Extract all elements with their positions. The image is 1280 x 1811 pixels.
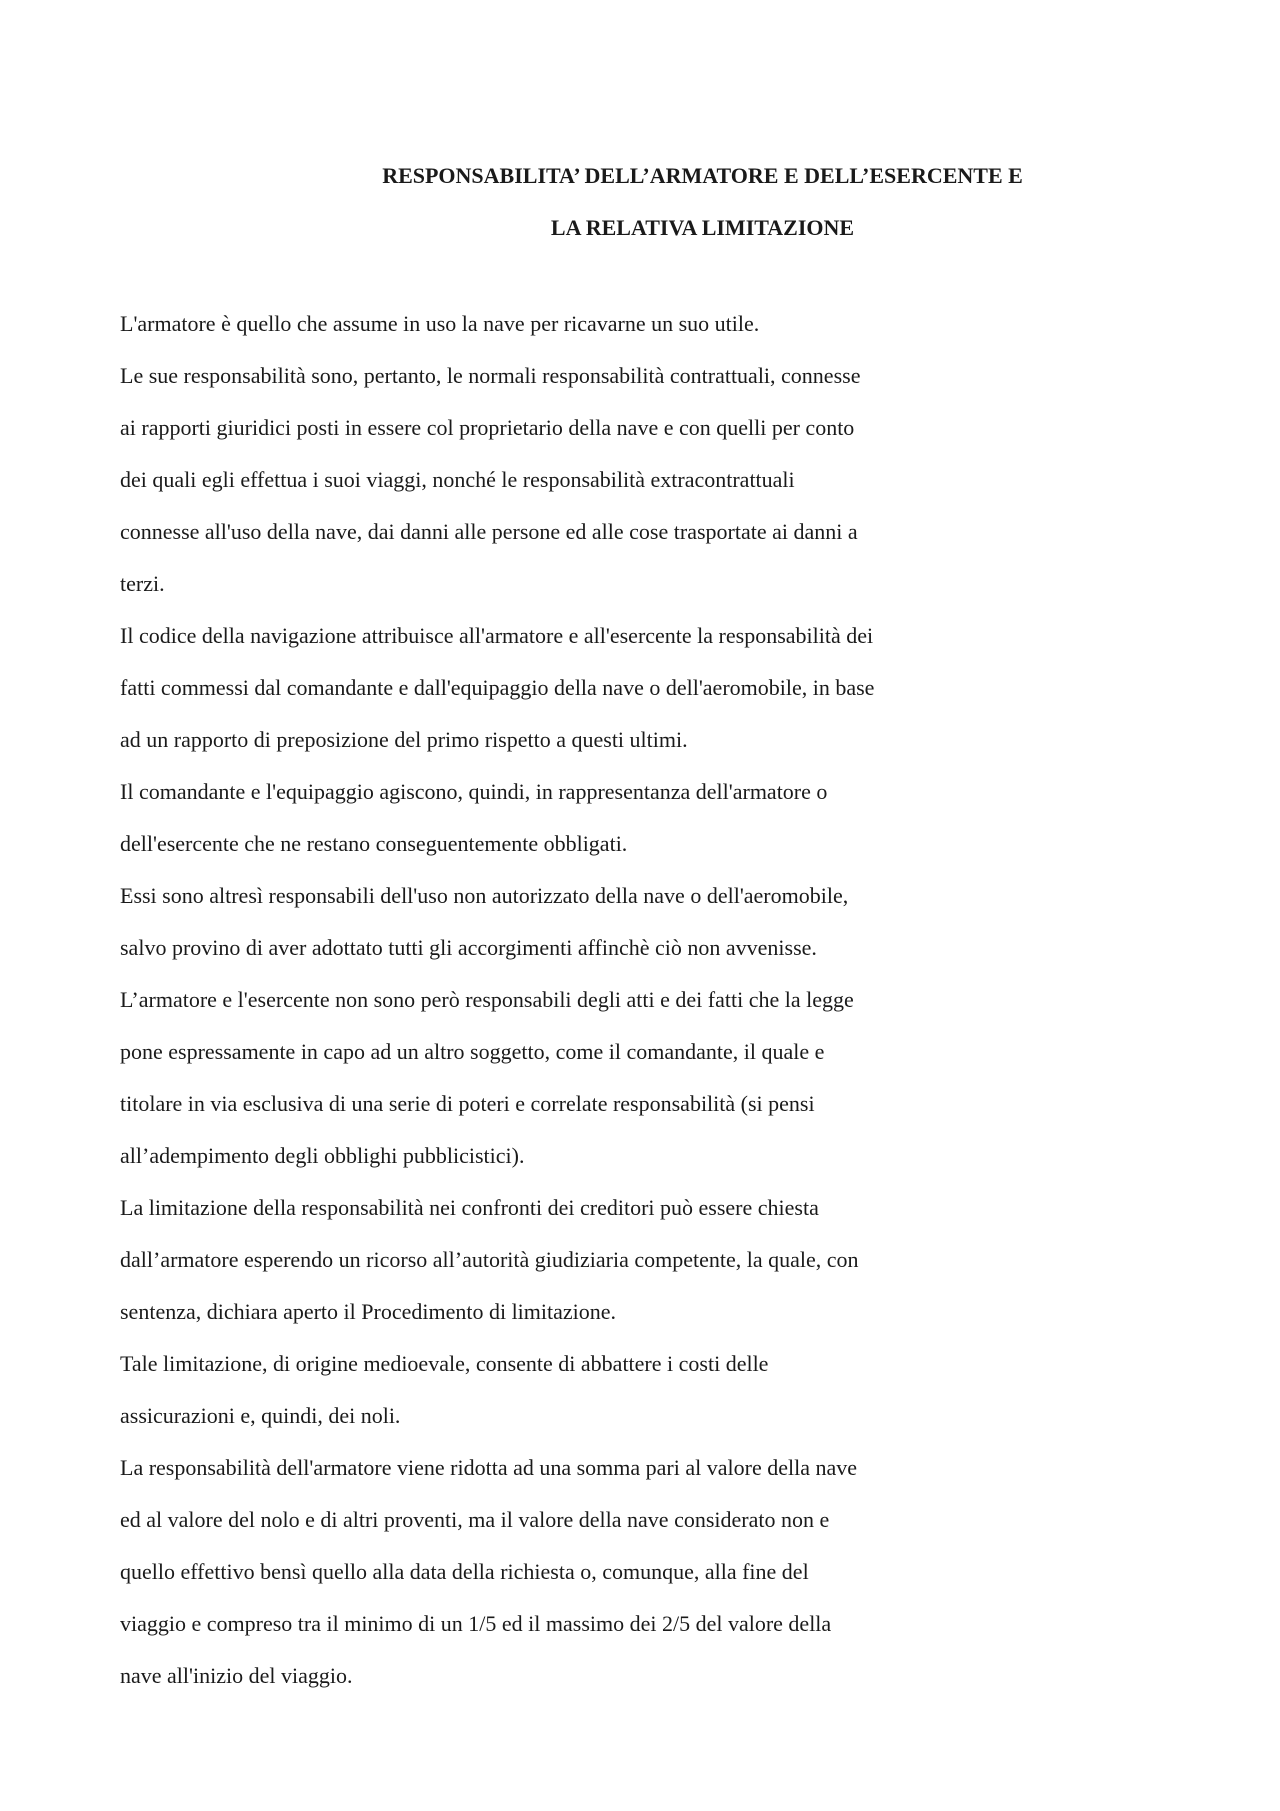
document-title <box>0 150 1280 254</box>
text-line: dei quali egli effettua i suoi viaggi, nonché le responsabilità extracontrattuali <box>120 467 795 492</box>
text-line: titolare in via esclusiva di una serie di poteri e correlate responsabilità (si pensi <box>120 1091 815 1116</box>
text-line: pone espressamente in capo ad un altro soggetto, come il comandante, il quale e <box>120 1039 825 1064</box>
text-line: sentenza, dichiara aperto il Procedimento di limitazione. <box>120 1299 617 1324</box>
text-line: ai rapporti giuridici posti in essere col proprietario della nave e con quelli per conto <box>120 415 855 440</box>
text-line: salvo provino di aver adottato tutti gli accorgimenti affinchè ciò non avvenisse. <box>120 935 817 960</box>
text-line: La responsabilità dell'armatore viene ridotta ad una somma pari al valore della nave <box>120 1455 857 1480</box>
text-line: connesse all'uso della nave, dai danni alle persone ed alle cose trasportate ai danni a <box>120 519 858 544</box>
text-line: Il codice della navigazione attribuisce all'armatore e all'esercente la responsabilità dei <box>120 623 874 648</box>
text-line: dall’armatore esperendo un ricorso all’autorità giudiziaria competente, la quale, con <box>120 1247 859 1272</box>
text-line: L’armatore e l'esercente non sono però responsabili degli atti e dei fatti che la legge <box>120 987 854 1012</box>
text-line: L'armatore è quello che assume in uso la nave per ricavarne un suo utile. <box>120 311 760 336</box>
text-line: nave all'inizio del viaggio. <box>120 1663 353 1688</box>
text-line: all’adempimento degli obblighi pubblicistici). <box>120 1143 525 1168</box>
text-line: viaggio e compreso tra il minimo di un 1/5 ed il massimo dei 2/5 del valore della <box>120 1611 832 1636</box>
document-body <box>120 298 1180 1702</box>
text-line: terzi. <box>120 571 165 596</box>
text-line: Tale limitazione, di origine medioevale, consente di abbattere i costi delle <box>120 1351 769 1376</box>
title-line-2: LA RELATIVA LIMITAZIONE <box>550 215 855 240</box>
text-line: Le sue responsabilità sono, pertanto, le normali responsabilità contrattuali, connesse <box>120 363 861 388</box>
text-line: Essi sono altresì responsabili dell'uso non autorizzato della nave o dell'aeromobile, <box>120 883 849 908</box>
text-line: ed al valore del nolo e di altri proventi, ma il valore della nave considerato non e <box>120 1507 830 1532</box>
text-line: dell'esercente che ne restano conseguentemente obbligati. <box>120 831 628 856</box>
text-line: quello effettivo bensì quello alla data della richiesta o, comunque, alla fine del <box>120 1559 809 1584</box>
title-line-1: RESPONSABILITA’ DELL’ARMATORE E DELL’ESERCENTE E <box>382 163 1023 188</box>
text-line: La limitazione della responsabilità nei confronti dei creditori può essere chiesta <box>120 1195 819 1220</box>
text-line: Il comandante e l'equipaggio agiscono, quindi, in rappresentanza dell'armatore o <box>120 779 828 804</box>
text-line: assicurazioni e, quindi, dei noli. <box>120 1403 401 1428</box>
text-line: ad un rapporto di preposizione del primo rispetto a questi ultimi. <box>120 727 688 752</box>
text-line: fatti commessi dal comandante e dall'equipaggio della nave o dell'aeromobile, in base <box>120 675 875 700</box>
